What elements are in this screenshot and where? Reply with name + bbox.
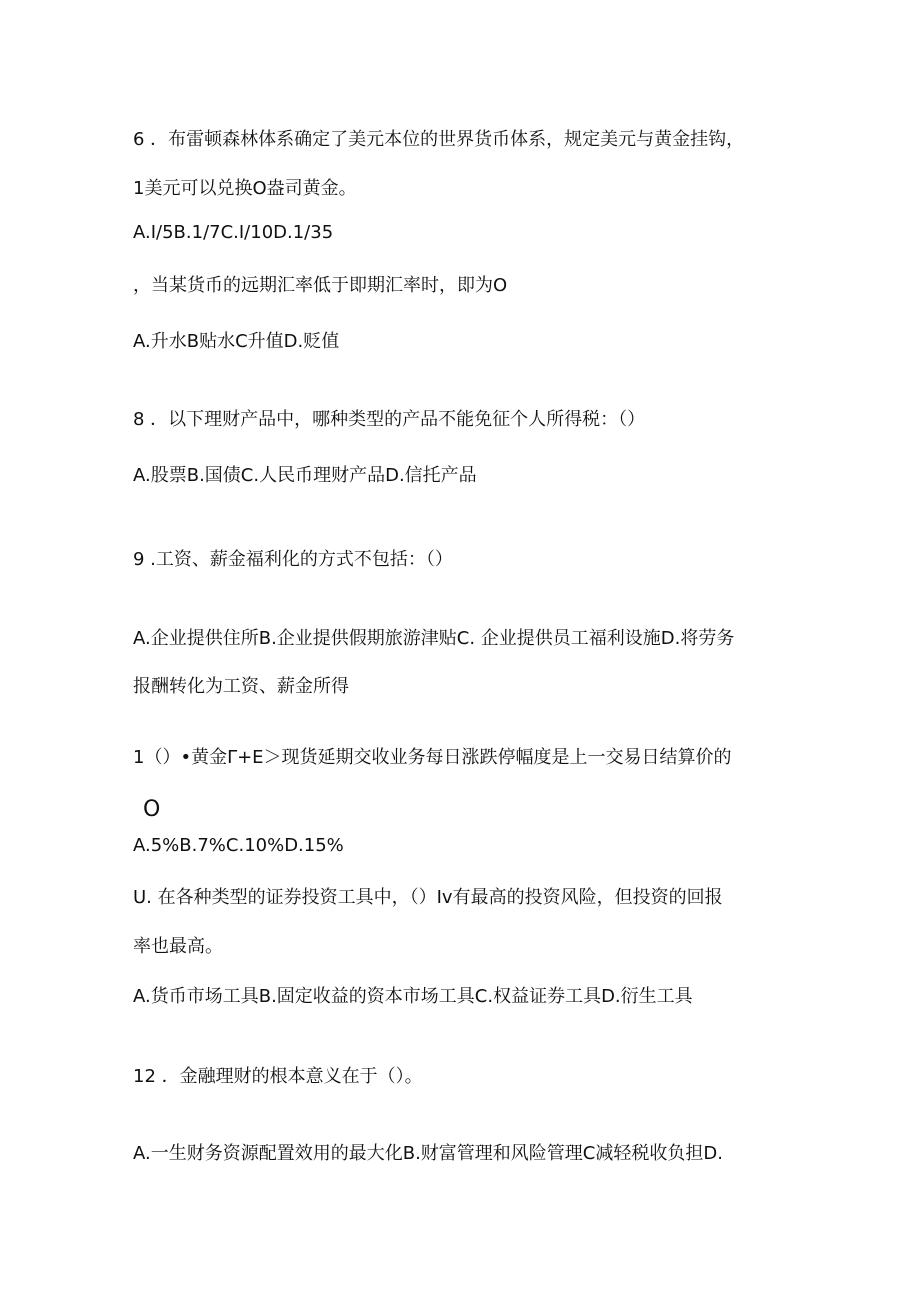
question-8-options: A.股票B.国债C.人民币理财产品D.信托产品 xyxy=(133,465,477,486)
question-10-stem-continued: O xyxy=(143,797,161,822)
question-8-stem: 8 ．以下理财产品中，哪种类型的产品不能免征个人所得税：（） xyxy=(133,409,646,430)
question-9-options: A.企业提供住所B.企业提供假期旅游津贴C. 企业提供员工福利设施D.将劳务 xyxy=(133,628,735,649)
question-11-stem: U. 在各种类型的证券投资工具中，（）Iv有最高的投资风险，但投资的回报 xyxy=(133,887,723,908)
question-6-stem: 6 ．布雷顿森林体系确定了美元本位的世界货币体系，规定美元与黄金挂钩， xyxy=(133,129,745,150)
question-12-options: A.一生财务资源配置效用的最大化B.财富管理和风险管理C减轻税收负担D. xyxy=(133,1143,723,1164)
question-7-stem: ，当某货币的远期汇率低于即期汇率时，即为O xyxy=(133,275,508,296)
question-10-stem: 1（）•黄金Γ+E＞现货延期交收业务每日涨跌停幅度是上一交易日结算价的 xyxy=(133,747,732,768)
question-9-stem: 9 .工资、薪金福利化的方式不包括：（） xyxy=(133,549,453,570)
question-11-options: A.货币市场工具B.固定收益的资本市场工具C.权益证券工具D.衍生工具 xyxy=(133,986,693,1007)
question-11-stem-continued: 率也最高。 xyxy=(133,936,223,957)
question-7-options: A.升水B贴水C升值D.贬值 xyxy=(133,331,340,352)
question-9-options-continued: 报酬转化为工资、薪金所得 xyxy=(133,676,349,697)
question-6-options: A.I/5B.1/7C.I/10D.1/35 xyxy=(133,222,334,243)
question-12-stem: 12 ．金融理财的根本意义在于（）。 xyxy=(133,1066,423,1087)
question-6-stem-continued: 1美元可以兑换O盎司黄金。 xyxy=(133,178,357,199)
question-10-options: A.5%B.7%C.10%D.15% xyxy=(133,835,344,856)
